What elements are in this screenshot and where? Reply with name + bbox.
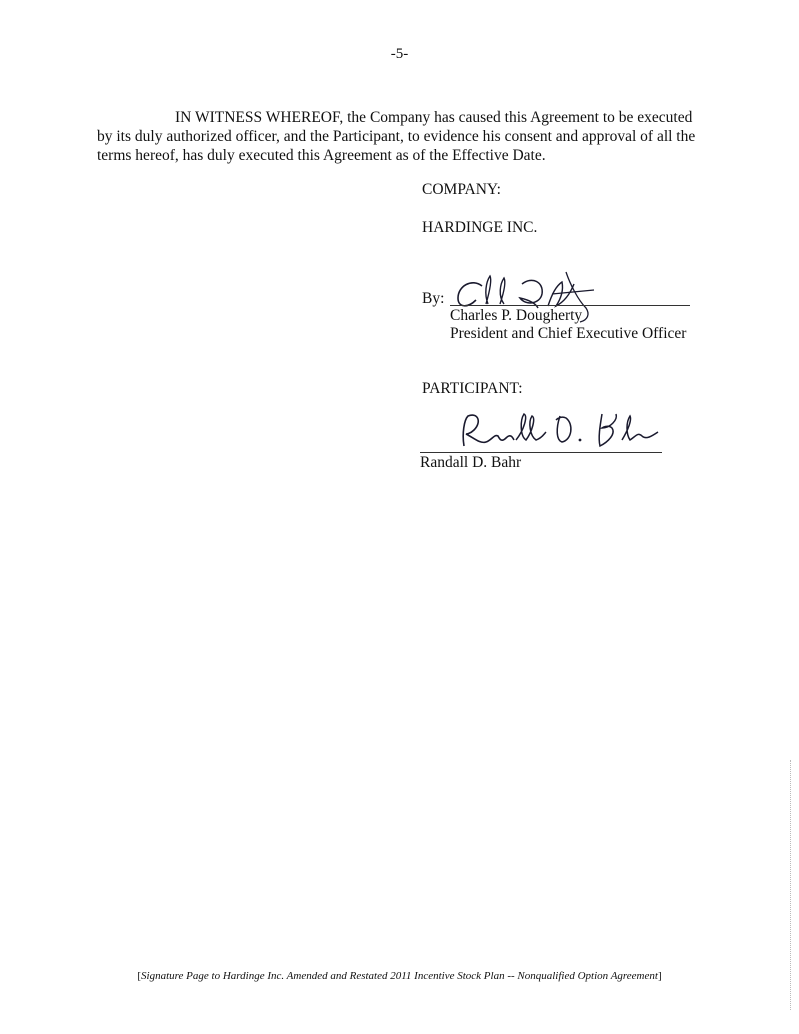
participant-label: PARTICIPANT: [422, 380, 523, 397]
participant-signature [452, 406, 688, 458]
footer-open-bracket: [ [137, 970, 142, 982]
participant-signature-line [420, 452, 662, 453]
witness-paragraph [97, 108, 707, 165]
witness-text: IN WITNESS WHEREOF, the Company has caused this Agreement to be executed by its duly authorized officer, and the Participant, to evidence his consent and approval of all the terms hereof, has duly executed this Agreement as of the Effective Date. [97, 109, 696, 164]
by-label: By: [422, 290, 445, 307]
footer-text: Signature Page to Hardinge Inc. Amended and Restated 2011 Incentive Stock Plan -- Nonqualified Option Agreement [141, 970, 658, 982]
scan-edge-mark [790, 760, 791, 1010]
participant-name: Randall D. Bahr [420, 454, 522, 471]
footer-close-bracket: ] [657, 970, 662, 982]
signatory-title: President and Chief Executive Officer [450, 325, 687, 342]
page-number: -5- [390, 46, 409, 62]
signatory-name: Charles P. Dougherty [450, 307, 583, 324]
company-label: COMPANY: [422, 181, 501, 198]
company-signature-line [450, 305, 690, 306]
page-footer [0, 970, 799, 982]
company-name: HARDINGE INC. [422, 219, 538, 236]
